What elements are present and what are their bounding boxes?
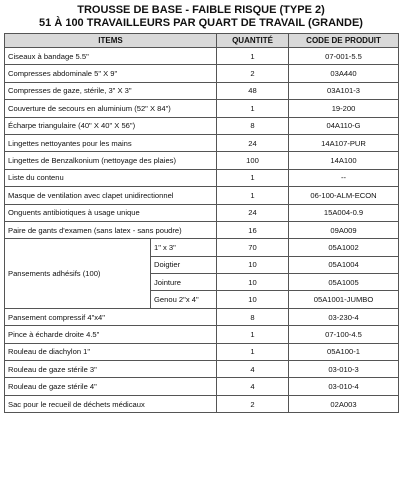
item-name-cell: Paire de gants d'examen (sans latex - sans poudre) [5,221,217,238]
item-name-cell: Lingettes de Benzalkonium (nettoyage des plaies) [5,152,217,169]
item-name-cell: Écharpe triangulaire (40" X 40" X 56") [5,117,217,134]
quantity-cell: 10 [217,291,289,308]
table-row [5,152,399,169]
quantity-cell: 70 [217,239,289,256]
table-row [5,308,399,325]
table-row [5,343,399,360]
item-name-cell: Compresses de gaze, stérile, 3" X 3" [5,82,217,99]
quantity-cell: 4 [217,361,289,378]
item-name-cell: Masque de ventilation avec clapet unidirectionnel [5,187,217,204]
table-row [5,378,399,395]
product-code-cell: 19-200 [289,100,399,117]
product-code-cell: 05A1001-JUMBO [289,291,399,308]
items-table [4,33,399,413]
document-subtitle: 51 À 100 TRAVAILLEURS PAR QUART DE TRAVAIL (GRANDE) [39,17,363,29]
quantity-cell: 8 [217,308,289,325]
table-row [5,117,399,134]
quantity-cell: 4 [217,378,289,395]
table-row [5,187,399,204]
product-code-cell: 09A009 [289,221,399,238]
table-row [5,82,399,99]
item-name-cell: Rouleau de gaze stérile 3" [5,361,217,378]
column-header-items: ITEMS [5,34,217,48]
sub-item-cell: Genou 2"x 4" [151,291,217,308]
quantity-cell: 100 [217,152,289,169]
quantity-cell: 1 [217,48,289,65]
quantity-cell: 24 [217,134,289,151]
product-code-cell: 03-010-3 [289,361,399,378]
item-name-cell: Sac pour le recueil de déchets médicaux [5,395,217,412]
table-row [5,204,399,221]
sub-item-cell: 1" x 3" [151,239,217,256]
quantity-cell: 1 [217,326,289,343]
product-code-cell: 07-100-4.5 [289,326,399,343]
table-row [5,361,399,378]
quantity-cell: 24 [217,204,289,221]
quantity-cell: 1 [217,187,289,204]
quantity-cell: 1 [217,100,289,117]
table-row [5,395,399,412]
item-name-cell: Couverture de secours en aluminium (52" X 84") [5,100,217,117]
table-body [5,48,399,413]
item-name-cell: Liste du contenu [5,169,217,186]
quantity-cell: 10 [217,256,289,273]
item-name-cell: Pansement compressif 4"x4" [5,308,217,325]
column-header-quantity: QUANTITÉ [217,34,289,48]
column-header-product-code: CODE DE PRODUIT [289,34,399,48]
quantity-cell: 48 [217,82,289,99]
table-row [5,221,399,238]
quantity-cell: 10 [217,274,289,291]
product-code-cell: 05A1005 [289,274,399,291]
group-item-name-cell: Pansements adhésifs (100) [5,239,151,309]
table-row [5,65,399,82]
table-row [5,100,399,117]
item-name-cell: Compresses abdominale 5" X 9" [5,65,217,82]
product-code-cell: 02A003 [289,395,399,412]
sub-item-cell: Jointure [151,274,217,291]
product-code-cell: 15A004-0.9 [289,204,399,221]
product-code-cell: 03-230-4 [289,308,399,325]
quantity-cell: 2 [217,65,289,82]
table-row [5,48,399,65]
quantity-cell: 16 [217,221,289,238]
table-row [5,169,399,186]
product-code-cell: 07-001-5.5 [289,48,399,65]
product-code-cell: 04A110-G [289,117,399,134]
quantity-cell: 1 [217,169,289,186]
product-code-cell: 05A1002 [289,239,399,256]
table-row [5,239,399,256]
product-code-cell: 05A100-1 [289,343,399,360]
product-code-cell: 14A100 [289,152,399,169]
item-name-cell: Rouleau de gaze stérile 4" [5,378,217,395]
table-row [5,326,399,343]
quantity-cell: 1 [217,343,289,360]
quantity-cell: 2 [217,395,289,412]
product-code-cell: 03A440 [289,65,399,82]
product-code-cell: -- [289,169,399,186]
product-code-cell: 06-100-ALM-ECON [289,187,399,204]
document-title: TROUSSE DE BASE - FAIBLE RISQUE (TYPE 2) [77,4,325,16]
quantity-cell: 8 [217,117,289,134]
item-name-cell: Lingettes nettoyantes pour les mains [5,134,217,151]
product-code-cell: 05A1004 [289,256,399,273]
product-code-cell: 03A101-3 [289,82,399,99]
table-row [5,134,399,151]
product-code-cell: 14A107-PUR [289,134,399,151]
item-name-cell: Onguents antibiotiques à usage unique [5,204,217,221]
product-code-cell: 03-010-4 [289,378,399,395]
item-name-cell: Ciseaux à bandage 5.5" [5,48,217,65]
sub-item-cell: Doigtier [151,256,217,273]
table-header-row [5,34,399,48]
item-name-cell: Pince à écharde droite 4.5" [5,326,217,343]
item-name-cell: Rouleau de diachylon 1" [5,343,217,360]
